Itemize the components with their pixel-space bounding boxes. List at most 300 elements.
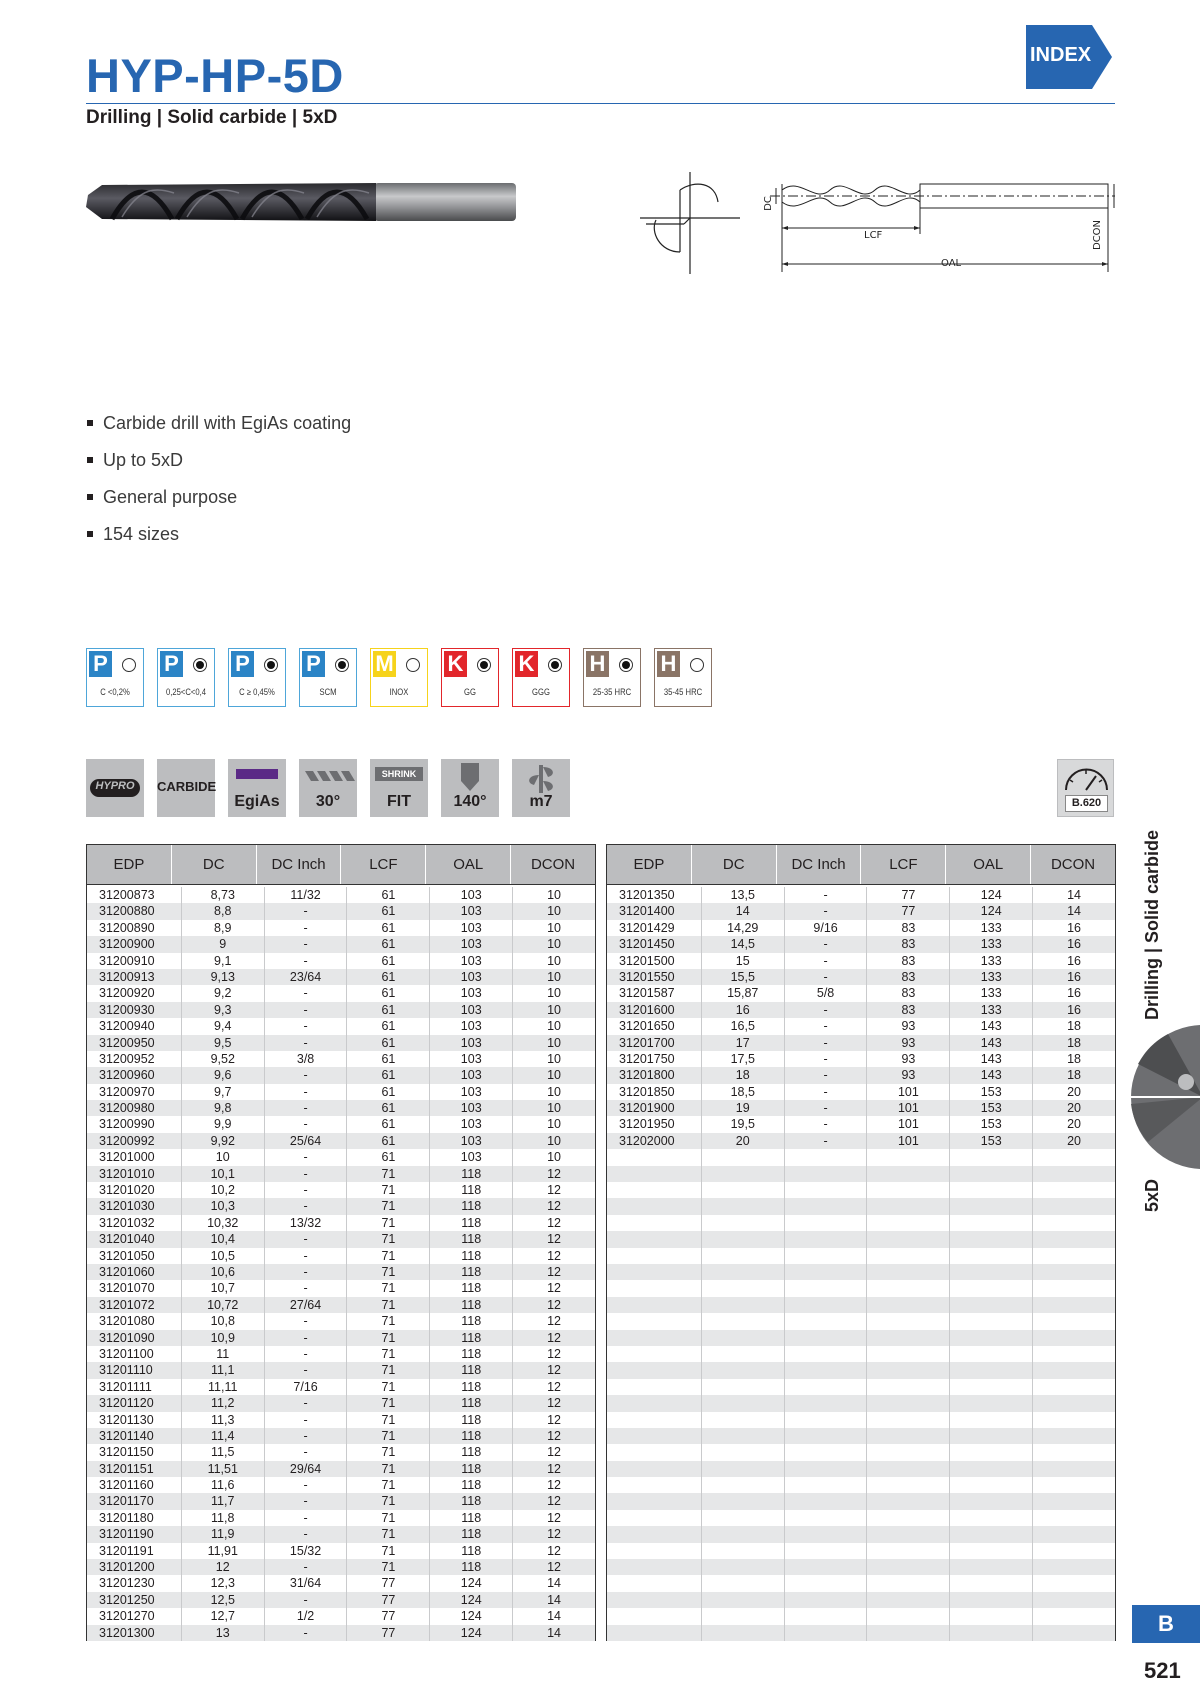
material-box <box>370 648 428 707</box>
table-cell: 103 <box>430 903 513 919</box>
table-cell: 31201100 <box>87 1346 182 1362</box>
table-cell: 14 <box>547 1592 561 1607</box>
table-cell: - <box>785 1002 868 1018</box>
table-cell: 12 <box>547 1363 561 1378</box>
table-cell <box>607 1346 702 1362</box>
table-cell <box>950 1149 1033 1165</box>
table-row <box>87 1035 595 1051</box>
table-row <box>87 1477 595 1493</box>
table-cell <box>785 1330 868 1346</box>
table-cell: - <box>785 953 868 969</box>
table-cell <box>607 1198 702 1214</box>
table-cell <box>785 1362 868 1378</box>
table-cell: 3/8 <box>265 1051 348 1067</box>
table-cell <box>1033 1395 1115 1411</box>
table-cell: 10,8 <box>182 1313 265 1329</box>
table-cell <box>702 1592 785 1608</box>
table-row <box>607 1493 1115 1509</box>
material-box <box>512 648 570 707</box>
coating-label: EgiAs <box>234 793 280 810</box>
table-cell: 118 <box>430 1215 513 1231</box>
table-cell: 71 <box>347 1543 430 1559</box>
page-reference-button[interactable] <box>1057 759 1114 817</box>
suitable-dot-icon <box>619 658 633 672</box>
table-row <box>607 1067 1115 1083</box>
oal-header: OAL <box>426 845 511 884</box>
tolerance-label: m7 <box>529 793 553 810</box>
lcf-header: LCF <box>341 845 426 884</box>
table-cell: 12 <box>547 1461 561 1476</box>
feature-item: Carbide drill with EgiAs coating <box>86 410 351 447</box>
table-row <box>607 1592 1115 1608</box>
table-cell <box>607 1280 702 1296</box>
table-cell: - <box>265 1362 348 1378</box>
table-cell <box>867 1231 950 1247</box>
table-cell: 10 <box>547 986 561 1001</box>
table-cell: 133 <box>950 936 1033 952</box>
table-cell: 61 <box>347 1100 430 1116</box>
table-cell <box>867 1182 950 1198</box>
table-cell: 10 <box>547 904 561 919</box>
table-row <box>87 1100 595 1116</box>
table-cell: 16 <box>1067 1002 1081 1017</box>
table-cell: 101 <box>867 1100 950 1116</box>
material-caption: 0,25<C<0,4 <box>165 687 206 697</box>
material-letter: H <box>657 651 680 677</box>
table-cell <box>702 1248 785 1264</box>
table-cell <box>950 1264 1033 1280</box>
table-cell: 12 <box>547 1543 561 1558</box>
table-cell: 31200910 <box>87 953 182 969</box>
table-cell <box>1033 1346 1115 1362</box>
table-row <box>87 1198 595 1214</box>
table-cell <box>785 1510 868 1526</box>
table-cell: - <box>265 1395 348 1411</box>
table-cell: 12 <box>547 1248 561 1263</box>
table-row <box>87 1313 595 1329</box>
table-cell: 14 <box>547 1576 561 1591</box>
table-cell <box>867 1264 950 1280</box>
table-cell: 153 <box>950 1133 1033 1149</box>
table-header <box>87 845 595 885</box>
table-cell: 71 <box>347 1215 430 1231</box>
table-cell <box>785 1231 868 1247</box>
table-cell: 11,11 <box>182 1379 265 1395</box>
table-cell <box>607 1543 702 1559</box>
drill-product-image <box>82 173 522 233</box>
table-cell: 31201170 <box>87 1493 182 1509</box>
table-cell: 103 <box>430 1035 513 1051</box>
table-cell <box>785 1444 868 1460</box>
table-cell: 93 <box>867 1018 950 1034</box>
oal-label: OAL <box>941 258 962 269</box>
table-row <box>87 1330 595 1346</box>
table-cell <box>785 1592 868 1608</box>
table-cell <box>867 1444 950 1460</box>
table-cell: 101 <box>867 1116 950 1132</box>
table-body <box>87 885 595 1641</box>
table-cell: 12 <box>547 1478 561 1493</box>
table-cell: 31201032 <box>87 1215 182 1231</box>
table-cell: 31200952 <box>87 1051 182 1067</box>
table-cell: 118 <box>430 1428 513 1444</box>
table-cell: - <box>785 1100 868 1116</box>
material-letter: H <box>586 651 609 677</box>
material-caption: 35-45 HRC <box>663 687 703 697</box>
table-cell: 77 <box>347 1592 430 1608</box>
table-cell: 124 <box>430 1592 513 1608</box>
table-cell: 31201020 <box>87 1182 182 1198</box>
table-row <box>607 1559 1115 1575</box>
table-cell: 19,5 <box>702 1116 785 1132</box>
table-cell: 71 <box>347 1198 430 1214</box>
table-cell <box>950 1182 1033 1198</box>
table-cell: 31200970 <box>87 1084 182 1100</box>
table-cell: 118 <box>430 1477 513 1493</box>
table-cell <box>950 1608 1033 1624</box>
page-reference-label[interactable]: B.620 <box>1065 795 1108 812</box>
table-cell <box>702 1608 785 1624</box>
table-cell: - <box>265 1592 348 1608</box>
table-cell: 71 <box>347 1231 430 1247</box>
table-cell: 31201200 <box>87 1559 182 1575</box>
table-cell: 11,9 <box>182 1526 265 1542</box>
table-cell: 31201111 <box>87 1379 182 1395</box>
table-cell: 16 <box>1067 986 1081 1001</box>
table-cell <box>702 1428 785 1444</box>
material-caption: GGG <box>532 687 550 697</box>
table-cell: - <box>265 1313 348 1329</box>
table-cell: 31201010 <box>87 1166 182 1182</box>
table-cell: 10,4 <box>182 1231 265 1247</box>
table-cell <box>1033 1330 1115 1346</box>
table-cell: - <box>265 1346 348 1362</box>
table-cell <box>607 1625 702 1641</box>
table-cell: - <box>785 1051 868 1067</box>
table-cell <box>950 1280 1033 1296</box>
material-box <box>157 648 215 707</box>
table-cell: 31201350 <box>607 887 702 903</box>
table-cell: 9,8 <box>182 1100 265 1116</box>
table-cell <box>702 1559 785 1575</box>
table-row <box>607 1280 1115 1296</box>
table-cell: 12 <box>547 1560 561 1575</box>
table-cell <box>1033 1592 1115 1608</box>
table-cell <box>950 1510 1033 1526</box>
table-cell: - <box>265 1035 348 1051</box>
table-cell: 118 <box>430 1461 513 1477</box>
table-cell: 118 <box>430 1526 513 1542</box>
table-cell: 61 <box>347 1051 430 1067</box>
table-cell: 31201950 <box>607 1116 702 1132</box>
table-cell: 18 <box>1067 1019 1081 1034</box>
table-row <box>87 1559 595 1575</box>
table-cell: 9,6 <box>182 1067 265 1083</box>
suitable-dot-icon <box>193 658 207 672</box>
table-cell: 61 <box>347 1067 430 1083</box>
table-cell: 71 <box>347 1346 430 1362</box>
table-cell <box>1033 1526 1115 1542</box>
table-cell: 93 <box>867 1067 950 1083</box>
table-cell: 10 <box>547 888 561 902</box>
table-cell: 12,5 <box>182 1592 265 1608</box>
table-cell: 8,73 <box>182 887 265 903</box>
table-cell <box>950 1575 1033 1591</box>
table-cell <box>1033 1510 1115 1526</box>
table-cell: 71 <box>347 1444 430 1460</box>
section-graphic-icon <box>1128 1024 1200 1170</box>
table-cell <box>607 1559 702 1575</box>
table-cell: 16 <box>1067 953 1081 968</box>
table-cell: - <box>265 1493 348 1509</box>
table-cell: 16,5 <box>702 1018 785 1034</box>
table-row <box>87 1248 595 1264</box>
table-row <box>607 1231 1115 1247</box>
table-cell: 31201140 <box>87 1428 182 1444</box>
table-cell: 10 <box>547 1101 561 1116</box>
table-row <box>87 1379 595 1395</box>
table-row <box>607 1166 1115 1182</box>
not-recommended-dot-icon <box>690 658 704 672</box>
table-cell <box>607 1248 702 1264</box>
table-cell <box>607 1395 702 1411</box>
table-cell <box>1033 1182 1115 1198</box>
dc-header: DC <box>692 845 777 884</box>
material-letter: K <box>515 651 538 677</box>
material-letter: K <box>444 651 467 677</box>
table-cell: 10 <box>547 1035 561 1050</box>
table-cell: 12 <box>547 1297 561 1312</box>
table-cell: 31201270 <box>87 1608 182 1624</box>
table-cell: 10,1 <box>182 1166 265 1182</box>
table-cell: - <box>265 936 348 952</box>
table-cell: - <box>785 1116 868 1132</box>
table-cell: - <box>265 1477 348 1493</box>
table-cell: 71 <box>347 1313 430 1329</box>
table-cell: 12 <box>547 1314 561 1329</box>
table-cell <box>785 1166 868 1182</box>
table-cell: 10 <box>547 1068 561 1083</box>
table-row <box>87 1002 595 1018</box>
table-row <box>87 1215 595 1231</box>
table-cell: 93 <box>867 1035 950 1051</box>
table-cell <box>702 1149 785 1165</box>
table-cell <box>1033 1166 1115 1182</box>
table-cell <box>785 1379 868 1395</box>
edp-header: EDP <box>87 845 172 884</box>
table-cell: 31201030 <box>87 1198 182 1214</box>
table-cell: 103 <box>430 1100 513 1116</box>
table-cell: 93 <box>867 1051 950 1067</box>
material-box <box>228 648 286 707</box>
table-cell <box>1033 1412 1115 1428</box>
table-cell <box>702 1330 785 1346</box>
helix-angle-icon <box>299 759 357 817</box>
suitable-dot-icon <box>264 658 278 672</box>
table-cell: 18,5 <box>702 1084 785 1100</box>
table-cell: 124 <box>430 1608 513 1624</box>
table-row <box>607 1297 1115 1313</box>
material-letter: P <box>302 651 325 677</box>
table-cell <box>785 1395 868 1411</box>
table-cell: 31200930 <box>87 1002 182 1018</box>
table-cell <box>867 1330 950 1346</box>
table-cell: 10,7 <box>182 1280 265 1296</box>
shrink-label: SHRINK <box>375 767 423 781</box>
table-cell: 12 <box>547 1166 561 1181</box>
table-cell: 14,5 <box>702 936 785 952</box>
table-row <box>607 920 1115 936</box>
table-cell <box>950 1592 1033 1608</box>
table-cell: 9,3 <box>182 1002 265 1018</box>
table-cell: 20 <box>1067 1117 1081 1132</box>
table-cell <box>1033 1379 1115 1395</box>
table-cell <box>607 1428 702 1444</box>
table-cell <box>867 1346 950 1362</box>
material-suitability <box>86 648 712 707</box>
table-cell: 118 <box>430 1346 513 1362</box>
table-cell <box>950 1461 1033 1477</box>
table-cell: 133 <box>950 1002 1033 1018</box>
table-cell: - <box>265 1412 348 1428</box>
table-cell <box>702 1280 785 1296</box>
table-cell <box>1033 1477 1115 1493</box>
table-cell: - <box>265 1428 348 1444</box>
table-cell: 10,32 <box>182 1215 265 1231</box>
table-cell: - <box>265 1231 348 1247</box>
table-row <box>607 1018 1115 1034</box>
table-cell <box>950 1231 1033 1247</box>
table-cell: 10,3 <box>182 1198 265 1214</box>
table-cell: 18 <box>1067 1068 1081 1083</box>
table-cell: 19 <box>702 1100 785 1116</box>
table-cell: - <box>785 1067 868 1083</box>
table-row <box>607 1477 1115 1493</box>
table-row <box>87 1149 595 1165</box>
coating-color-bar <box>236 769 278 779</box>
table-cell: 71 <box>347 1477 430 1493</box>
table-cell: 31201151 <box>87 1461 182 1477</box>
table-cell: 20 <box>1067 1101 1081 1116</box>
table-cell: 16 <box>1067 937 1081 952</box>
material-box <box>441 648 499 707</box>
table-cell: 103 <box>430 887 513 903</box>
table-cell: 15,87 <box>702 985 785 1001</box>
table-cell <box>702 1575 785 1591</box>
table-cell <box>950 1543 1033 1559</box>
table-cell: 31201090 <box>87 1330 182 1346</box>
table-row <box>87 903 595 919</box>
table-cell <box>1033 1559 1115 1575</box>
table-cell: 11,3 <box>182 1412 265 1428</box>
table-cell: 31201050 <box>87 1248 182 1264</box>
table-cell: 118 <box>430 1330 513 1346</box>
section-tab-b[interactable]: B <box>1132 1605 1200 1643</box>
page-number: 521 <box>1144 1658 1181 1683</box>
table-cell <box>1033 1461 1115 1477</box>
table-cell <box>785 1248 868 1264</box>
table-cell: 9,4 <box>182 1018 265 1034</box>
table-cell: 71 <box>347 1428 430 1444</box>
table-cell: 103 <box>430 985 513 1001</box>
table-cell: 31201180 <box>87 1510 182 1526</box>
table-row <box>607 1543 1115 1559</box>
table-row <box>87 936 595 952</box>
table-cell: 118 <box>430 1166 513 1182</box>
table-row <box>87 969 595 985</box>
table-row <box>607 1526 1115 1542</box>
table-body <box>607 885 1115 1641</box>
material-caption: INOX <box>389 687 409 697</box>
table-cell: 9,52 <box>182 1051 265 1067</box>
table-row <box>607 887 1115 903</box>
index-label[interactable]: INDEX <box>1030 44 1092 66</box>
table-cell: 11 <box>182 1346 265 1362</box>
table-cell: 118 <box>430 1543 513 1559</box>
material-letter: P <box>231 651 254 677</box>
coating-icon <box>228 759 286 817</box>
table-cell <box>702 1526 785 1542</box>
table-cell <box>950 1215 1033 1231</box>
table-cell <box>702 1625 785 1641</box>
table-row <box>87 1575 595 1591</box>
table-row <box>607 1035 1115 1051</box>
table-cell <box>950 1412 1033 1428</box>
table-cell <box>1033 1248 1115 1264</box>
table-cell: 11/32 <box>265 887 348 903</box>
table-cell <box>607 1608 702 1624</box>
table-row <box>607 1084 1115 1100</box>
table-row <box>87 1166 595 1182</box>
table-cell: 31201040 <box>87 1231 182 1247</box>
table-cell <box>702 1412 785 1428</box>
table-row <box>87 1412 595 1428</box>
table-cell <box>702 1493 785 1509</box>
table-cell: 12 <box>547 1527 561 1542</box>
table-cell: 12 <box>547 1346 561 1361</box>
table-cell: 16 <box>1067 969 1081 984</box>
table-cell: 16 <box>1067 920 1081 935</box>
table-row <box>87 1018 595 1034</box>
table-cell <box>607 1477 702 1493</box>
table-row <box>87 1346 595 1362</box>
table-cell: 31201160 <box>87 1477 182 1493</box>
table-row <box>87 1231 595 1247</box>
feature-item: Up to 5xD <box>86 447 351 484</box>
table-cell: 133 <box>950 969 1033 985</box>
material-caption: SCM <box>319 687 337 697</box>
brand-logo-icon <box>86 759 144 817</box>
table-cell: 31201080 <box>87 1313 182 1329</box>
table-cell: 71 <box>347 1280 430 1296</box>
table-cell <box>1033 1625 1115 1641</box>
table-cell <box>867 1461 950 1477</box>
table-cell <box>1033 1297 1115 1313</box>
table-cell: 101 <box>867 1084 950 1100</box>
oal-header: OAL <box>946 845 1031 884</box>
table-cell: 103 <box>430 1051 513 1067</box>
table-row <box>607 1608 1115 1624</box>
table-cell: 118 <box>430 1182 513 1198</box>
table-cell: 9,1 <box>182 953 265 969</box>
table-cell <box>867 1198 950 1214</box>
table-cell <box>1033 1149 1115 1165</box>
point-angle-icon <box>441 759 499 817</box>
table-cell: 118 <box>430 1248 513 1264</box>
table-cell <box>785 1297 868 1313</box>
table-cell: 71 <box>347 1248 430 1264</box>
table-cell <box>950 1526 1033 1542</box>
